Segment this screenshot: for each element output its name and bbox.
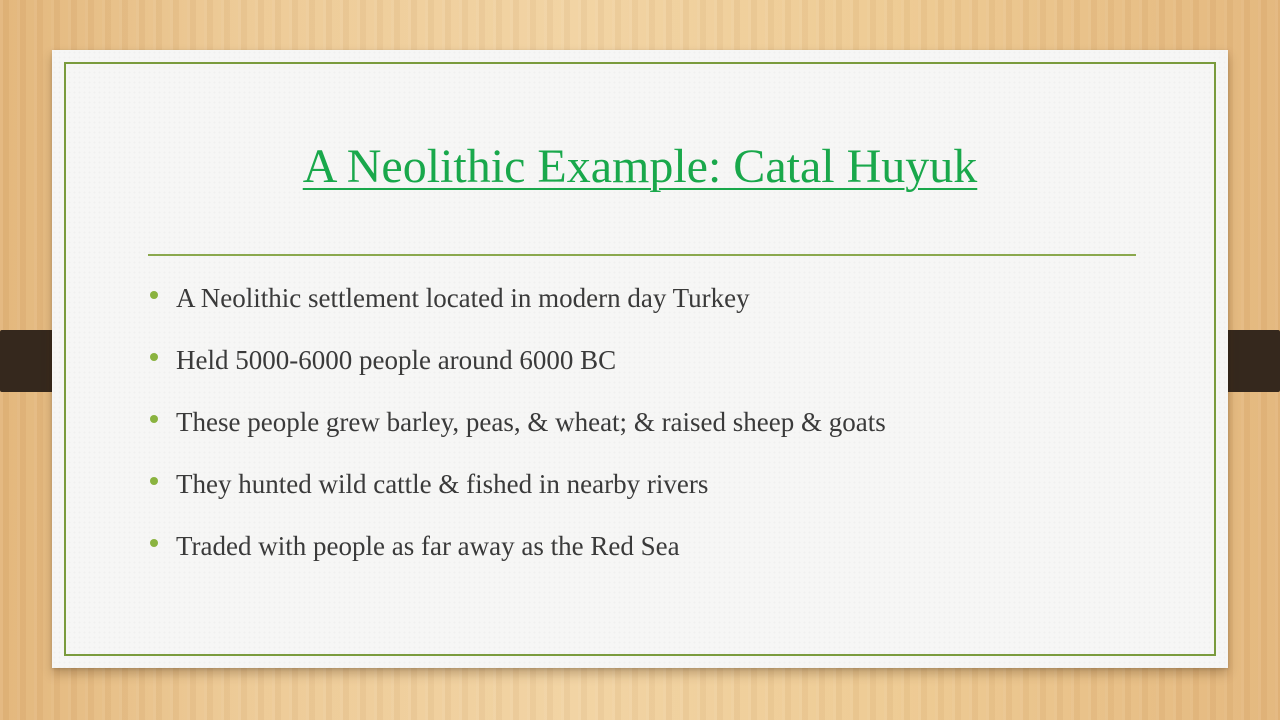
bullet-list [148, 278, 886, 588]
slide-card [52, 50, 1228, 668]
slide-title[interactable]: A Neolithic Example: Catal Huyuk [302, 140, 978, 193]
title-divider [148, 254, 1136, 256]
bullet-dot-icon [150, 353, 158, 361]
bullet-text: Traded with people as far away as the Red Sea [176, 531, 680, 561]
bullet-text: They hunted wild cattle & fished in nearby rivers [176, 469, 709, 499]
bullet-item [148, 340, 886, 402]
bullet-item [148, 278, 886, 340]
bullet-dot-icon [150, 539, 158, 547]
bullet-text: Held 5000-6000 people around 6000 BC [176, 345, 617, 375]
bullet-dot-icon [150, 415, 158, 423]
bullet-dot-icon [150, 477, 158, 485]
bullet-dot-icon [150, 291, 158, 299]
bullet-item [148, 526, 886, 588]
bullet-item [148, 402, 886, 464]
bullet-text: A Neolithic settlement located in modern day Turkey [176, 283, 750, 313]
bullet-item [148, 464, 886, 526]
bullet-text: These people grew barley, peas, & wheat; & raised sheep & goats [176, 407, 886, 437]
